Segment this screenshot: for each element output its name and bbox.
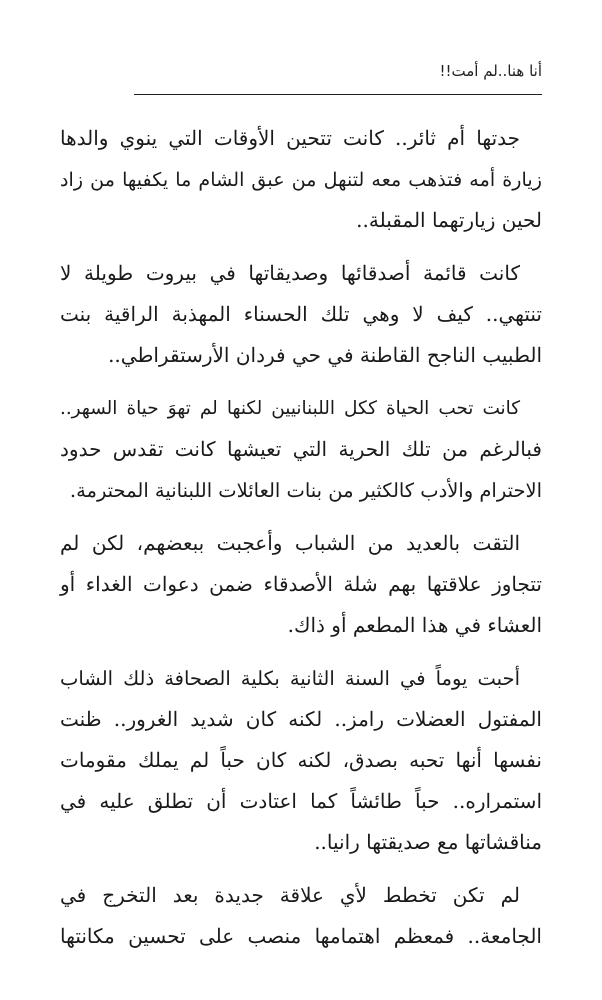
text-line: كانت تحب الحياة ككل اللبنانيين لكنها لم تهوَ حياة السهر..	[60, 398, 520, 419]
text-line: لم تكن تخطط لأي علاقة جديدة بعد التخرج في	[60, 883, 520, 907]
text-line: الجامعة.. فمعظم اهتمامها منصب على تحسين مكانتها	[60, 924, 542, 948]
paragraph-2	[60, 253, 542, 376]
paragraph-1	[60, 118, 542, 241]
text-line: الاحترام والأدب كالكثير من بنات العائلات اللبنانية المحترمة.	[69, 479, 542, 502]
paragraph-4	[60, 523, 542, 646]
text-line: الطبيب الناجح القاطنة في حي فردان الأرستقراطي..	[108, 343, 542, 367]
text-line: استمراره.. حباً طائشاً كما اعتادت أن تطلق عليه في	[60, 789, 542, 813]
text-line: العشاء في هذا المطعم أو ذاك.	[287, 613, 542, 637]
text-line: تتجاوز علاقتها بهم شلة الأصدقاء ضمن دعوات الغداء أو	[60, 572, 542, 596]
text-line: مناقشاتها مع صديقتها رانيا..	[314, 830, 542, 854]
text-line: كانت قائمة أصدقائها وصديقاتها في بيروت طويلة لا	[60, 261, 520, 285]
paragraph-3	[60, 388, 542, 511]
text-line: جدتها أم ثائر.. كانت تتحين الأوقات التي ينوي والدها	[60, 126, 520, 150]
text-line: زيارة أمه فتذهب معه لتنهل من عبق الشام ما يكفيها من زاد	[60, 168, 542, 191]
text-line: تنتهي.. كيف لا وهي تلك الحسناء المهذبة الراقية بنت	[60, 302, 542, 326]
paragraph-5	[60, 658, 542, 863]
text-line: نفسها أنها تحبه بصدق، لكنه كان حباً لم يملك مقومات	[60, 748, 542, 772]
text-line: فبالرغم من تلك الحرية التي تعيشها كانت تقدس حدود	[60, 437, 542, 461]
text-line: التقت بالعديد من الشباب وأعجبت ببعضهم، لكن لم	[60, 531, 520, 555]
text-line: المفتول العضلات رامز.. لكنه كان شديد الغرور.. ظنت	[60, 707, 542, 731]
running-header-title: أنا هنا..لم أمت!!	[439, 62, 542, 80]
paragraph-6	[60, 875, 542, 957]
body-text	[60, 118, 542, 969]
header-rule	[134, 94, 542, 95]
text-line: أحبت يوماً في السنة الثانية بكلية الصحافة ذلك الشاب	[60, 667, 520, 690]
text-line: لحين زيارتهما المقبلة..	[356, 208, 542, 232]
